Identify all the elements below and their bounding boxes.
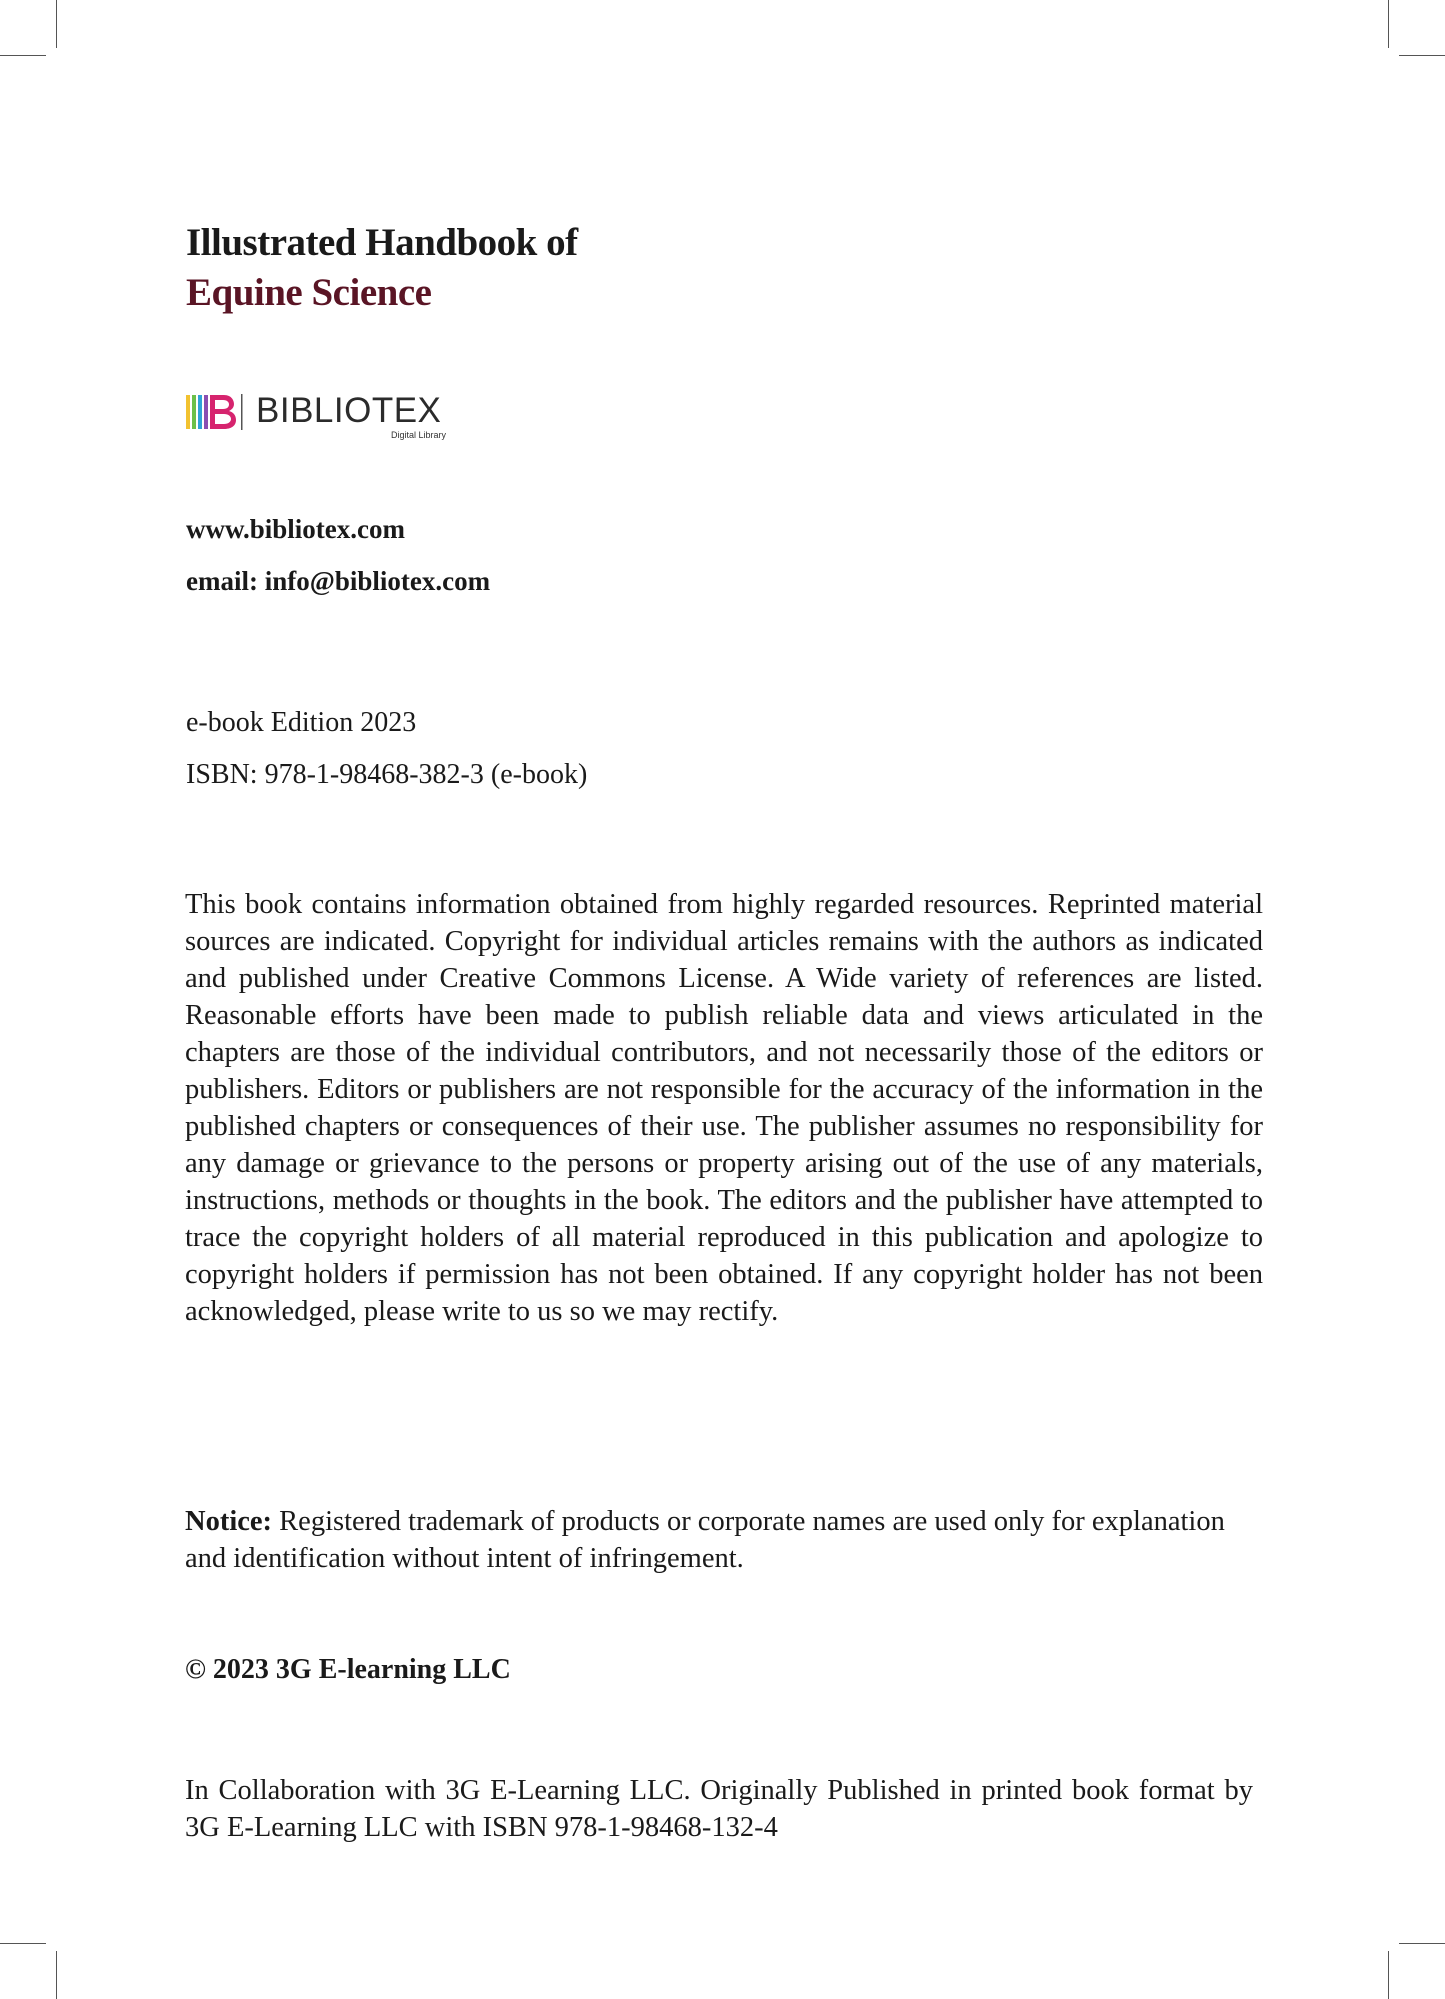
bibliotex-logo-icon: [186, 392, 244, 432]
crop-mark-top-right-vertical: [1388, 0, 1389, 48]
book-title-line2: Equine Science: [186, 271, 432, 314]
website-link[interactable]: www.bibliotex.com: [186, 514, 405, 544]
notice-label: Notice:: [185, 1506, 273, 1537]
notice-text: Registered trademark of products or corporate names are used only for explanation and identification without intent of infringement.: [185, 1506, 1225, 1574]
book-title-line1: Illustrated Handbook of: [186, 221, 578, 264]
isbn-line: ISBN: 978-1-98468-382-3 (e-book): [186, 759, 588, 790]
book-title: [186, 218, 578, 318]
edition-line: e-book Edition 2023: [186, 707, 417, 738]
disclaimer-paragraph: This book contains information obtained from highly regarded resources. Reprinted material sources are indicated. Copyright for individual articles remains with the authors as indicated and published under Creative Commons License. A Wide variety of references are listed. Reasonable efforts have been made to publish reliable data and views articulated in the chapters are those of the individual contributors, and not necessarily those of the editors or publishers. Editors or publishers are not responsible for the accuracy of the information in the published chapters or consequences of their use. The publisher assumes no responsibility for any damage or grievance to the persons or property arising out of the use of any materials, instructions, methods or thoughts in the book. The editors and the publisher have attempted to trace the copyright holders of all material reproduced in this publication and apologize to copyright holders if permission has not been obtained. If any copyright holder has not been acknowledged, please write to us so we may rectify.: [185, 889, 1263, 1327]
edition-info: [186, 697, 587, 801]
crop-mark-bottom-right-vertical: [1388, 1951, 1389, 1999]
notice-paragraph: [185, 1503, 1225, 1577]
collaboration-paragraph: In Collaboration with 3G E-Learning LLC. Originally Published in printed book format by 3G E-Learning LLC with ISBN 978-1-98468-132-4: [185, 1775, 1253, 1843]
crop-mark-top-right-horizontal: [1399, 55, 1445, 56]
crop-mark-top-left-vertical: [56, 0, 57, 48]
publisher-logo: [186, 390, 476, 440]
contact-info: [186, 503, 490, 607]
copyright-line: © 2023 3G E-learning LLC: [185, 1654, 511, 1685]
crop-mark-top-left-horizontal: [0, 55, 46, 56]
crop-mark-bottom-right-horizontal: [1399, 1943, 1445, 1944]
crop-mark-bottom-left-horizontal: [0, 1943, 46, 1944]
logo-wordmark: BIBLIOTEX: [256, 391, 442, 430]
email-link[interactable]: email: info@bibliotex.com: [186, 566, 491, 596]
crop-mark-bottom-left-vertical: [56, 1951, 57, 1999]
logo-subtitle: Digital Library: [391, 430, 447, 440]
